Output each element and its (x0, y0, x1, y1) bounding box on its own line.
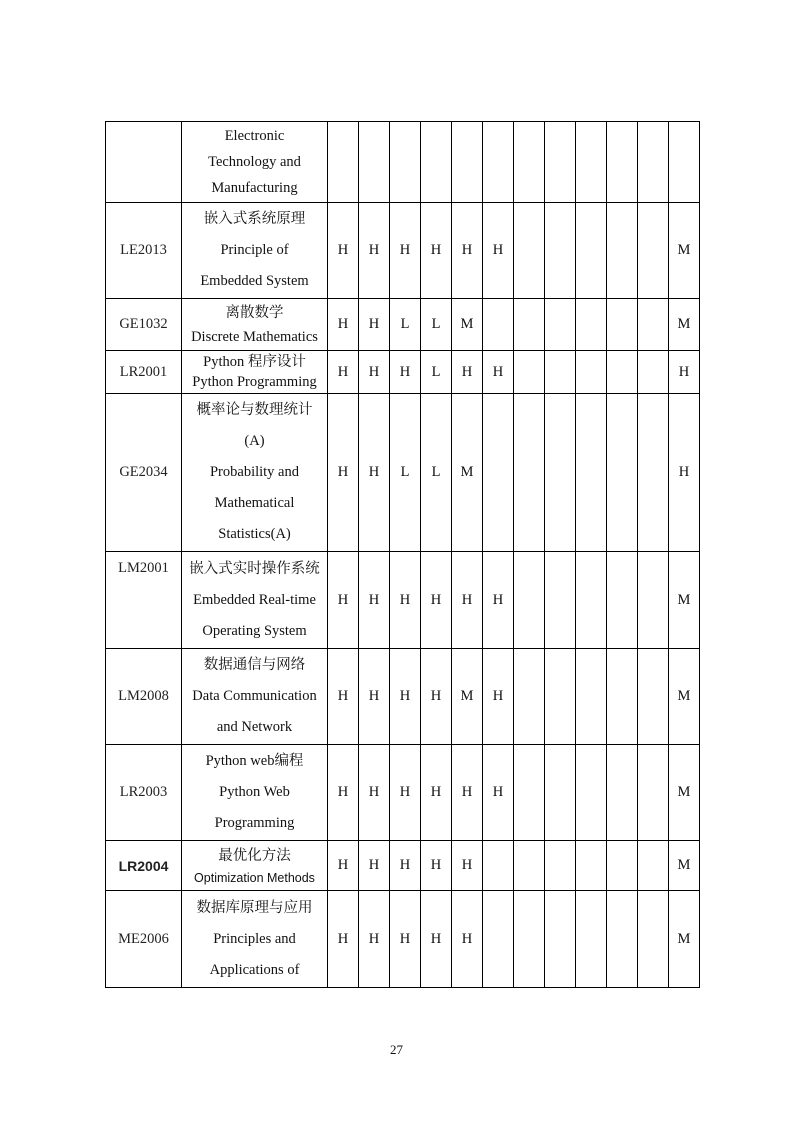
rating-cell: H (483, 552, 514, 649)
rating-cell: H (452, 351, 483, 394)
table-row (106, 891, 700, 988)
rating-cell (576, 394, 607, 552)
rating-cell: M (669, 841, 700, 891)
rating-cell: H (452, 552, 483, 649)
rating-cell: H (483, 649, 514, 745)
rating-cell: M (669, 552, 700, 649)
rating-cell: H (421, 552, 452, 649)
rating-cell (514, 745, 545, 841)
course-name-cn: Python 程序设计 (203, 354, 306, 370)
rating-cell (607, 649, 638, 745)
rating-cell (545, 841, 576, 891)
rating-cell: M (669, 745, 700, 841)
course-code: LR2003 (106, 745, 182, 841)
course-name (182, 394, 328, 552)
rating-cell (514, 649, 545, 745)
course-name (182, 745, 328, 841)
course-name (182, 891, 328, 988)
rating-cell (669, 122, 700, 203)
table-row (106, 841, 700, 891)
rating-cell: H (452, 203, 483, 299)
course-code: LR2001 (106, 351, 182, 394)
rating-cell (607, 394, 638, 552)
rating-cell: H (328, 891, 359, 988)
course-name (182, 649, 328, 745)
rating-cell (545, 394, 576, 552)
course-name-en: Discrete Mathematics (191, 328, 318, 345)
rating-cell (359, 122, 390, 203)
rating-cell: H (452, 841, 483, 891)
rating-cell: M (669, 299, 700, 351)
rating-cell: M (452, 299, 483, 351)
table-row (106, 552, 700, 649)
rating-cell (514, 299, 545, 351)
table-row (106, 649, 700, 745)
course-name (182, 203, 328, 299)
rating-cell: H (328, 394, 359, 552)
table-row (106, 745, 700, 841)
rating-cell: H (359, 649, 390, 745)
page-number: 27 (390, 1042, 403, 1057)
rating-cell: H (359, 552, 390, 649)
course-name-en: Probability and (209, 464, 299, 480)
rating-cell: H (359, 299, 390, 351)
table-row (106, 203, 700, 299)
rating-cell (328, 122, 359, 203)
rating-cell (483, 299, 514, 351)
course-name-en: Principle of (220, 242, 289, 258)
rating-cell (545, 203, 576, 299)
rating-cell: H (483, 203, 514, 299)
rating-cell: H (421, 891, 452, 988)
course-name-cn: Python web编程 (205, 753, 304, 769)
rating-cell (576, 745, 607, 841)
rating-cell: H (359, 203, 390, 299)
course-code: GE2034 (106, 394, 182, 552)
rating-cell: H (328, 299, 359, 351)
rating-cell (390, 122, 421, 203)
rating-cell (576, 351, 607, 394)
course-name-en: Manufacturing (211, 180, 298, 196)
course-name-en: Applications of (209, 961, 300, 978)
course-code: ME2006 (106, 891, 182, 988)
rating-cell (607, 552, 638, 649)
rating-cell: H (328, 351, 359, 394)
rating-cell (514, 351, 545, 394)
rating-cell: H (390, 891, 421, 988)
rating-cell (576, 203, 607, 299)
course-name-en: Operating System (202, 622, 307, 639)
rating-cell: H (390, 203, 421, 299)
rating-cell: L (390, 394, 421, 552)
rating-cell (514, 394, 545, 552)
rating-cell (545, 891, 576, 988)
rating-cell: H (390, 351, 421, 394)
course-code (106, 122, 182, 203)
rating-cell: H (359, 394, 390, 552)
course-name-cn: 最优化方法 (218, 847, 291, 864)
course-name (182, 299, 328, 351)
course-code: LE2013 (106, 203, 182, 299)
rating-cell: H (483, 745, 514, 841)
rating-cell: H (359, 841, 390, 891)
rating-cell (514, 891, 545, 988)
course-name-en: and Network (216, 719, 293, 735)
rating-cell: L (390, 299, 421, 351)
rating-cell (638, 891, 669, 988)
rating-cell: H (669, 351, 700, 394)
table-row (106, 351, 700, 394)
course-name-en: Embedded Real-time (193, 591, 316, 608)
course-name (182, 552, 328, 649)
rating-cell: L (421, 394, 452, 552)
rating-cell (576, 841, 607, 891)
rating-cell: H (328, 841, 359, 891)
rating-cell: H (328, 649, 359, 745)
rating-cell (514, 203, 545, 299)
course-code: LM2008 (106, 649, 182, 745)
rating-cell (607, 351, 638, 394)
rating-cell (607, 745, 638, 841)
rating-cell (607, 841, 638, 891)
course-name-en: Optimization Methods (194, 870, 315, 885)
rating-cell (638, 745, 669, 841)
rating-cell: M (669, 649, 700, 745)
rating-cell (638, 203, 669, 299)
rating-cell: H (390, 552, 421, 649)
course-name (182, 351, 328, 394)
rating-cell: M (669, 203, 700, 299)
course-name-en: Statistics(A) (218, 526, 291, 542)
rating-cell (545, 351, 576, 394)
course-name-cn: 嵌入式系统原理 (203, 211, 306, 227)
rating-cell (638, 649, 669, 745)
rating-cell (576, 891, 607, 988)
rating-cell (452, 122, 483, 203)
course-name-en: Embedded System (200, 273, 309, 289)
rating-cell (638, 841, 669, 891)
rating-cell: H (359, 891, 390, 988)
course-code: LM2001 (106, 552, 182, 649)
course-name-cn: 离散数学 (225, 304, 284, 321)
rating-cell (545, 649, 576, 745)
rating-cell (607, 203, 638, 299)
rating-cell (421, 122, 452, 203)
course-name-en: Electronic (224, 128, 285, 144)
table-row (106, 299, 700, 351)
course-name-cn: 数据库原理与应用 (196, 899, 313, 916)
rating-cell: H (421, 745, 452, 841)
rating-cell: H (390, 841, 421, 891)
rating-cell (483, 394, 514, 552)
rating-cell: H (390, 745, 421, 841)
rating-cell (514, 841, 545, 891)
course-name-cn: 数据通信与网络 (203, 657, 306, 673)
rating-cell: H (421, 841, 452, 891)
rating-cell (483, 891, 514, 988)
rating-cell: H (359, 745, 390, 841)
table-row (106, 122, 700, 203)
course-name-cn-suffix: (A) (244, 433, 265, 449)
rating-cell: H (328, 552, 359, 649)
rating-cell (638, 351, 669, 394)
course-name-en: Python Web (219, 784, 290, 800)
course-name-en: Python Programming (192, 374, 317, 390)
table-row (106, 394, 700, 552)
rating-cell: H (452, 891, 483, 988)
rating-cell (607, 891, 638, 988)
course-name-en: Mathematical (214, 495, 295, 511)
rating-cell (545, 299, 576, 351)
rating-cell (576, 122, 607, 203)
course-name-cn: 概率论与数理统计 (196, 402, 313, 418)
rating-cell (545, 552, 576, 649)
rating-cell: L (421, 299, 452, 351)
rating-cell: H (359, 351, 390, 394)
rating-cell (514, 552, 545, 649)
course-objective-matrix (105, 121, 700, 988)
rating-cell (638, 552, 669, 649)
rating-cell: H (452, 745, 483, 841)
rating-cell: H (483, 351, 514, 394)
rating-cell: H (669, 394, 700, 552)
rating-cell (607, 122, 638, 203)
course-name (182, 841, 328, 891)
rating-cell (576, 552, 607, 649)
rating-cell (545, 745, 576, 841)
rating-cell: H (328, 745, 359, 841)
rating-cell (607, 299, 638, 351)
course-code: LR2004 (106, 841, 182, 891)
rating-cell (545, 122, 576, 203)
course-name-en: Programming (214, 815, 295, 831)
rating-cell: H (328, 203, 359, 299)
rating-cell (638, 299, 669, 351)
rating-cell (638, 394, 669, 552)
course-name-en: Data Communication (192, 688, 317, 704)
rating-cell: H (390, 649, 421, 745)
rating-cell (576, 299, 607, 351)
rating-cell: M (669, 891, 700, 988)
rating-cell (483, 841, 514, 891)
course-name-cn: 嵌入式实时操作系统 (189, 560, 320, 577)
rating-cell: M (452, 394, 483, 552)
course-name-en: Principles and (213, 930, 296, 947)
rating-cell: H (421, 649, 452, 745)
course-code: GE1032 (106, 299, 182, 351)
rating-cell: M (452, 649, 483, 745)
rating-cell (514, 122, 545, 203)
rating-cell (638, 122, 669, 203)
rating-cell: H (421, 203, 452, 299)
rating-cell: L (421, 351, 452, 394)
course-name-en: Technology and (208, 154, 301, 170)
rating-cell (483, 122, 514, 203)
rating-cell (576, 649, 607, 745)
course-name (182, 122, 328, 203)
